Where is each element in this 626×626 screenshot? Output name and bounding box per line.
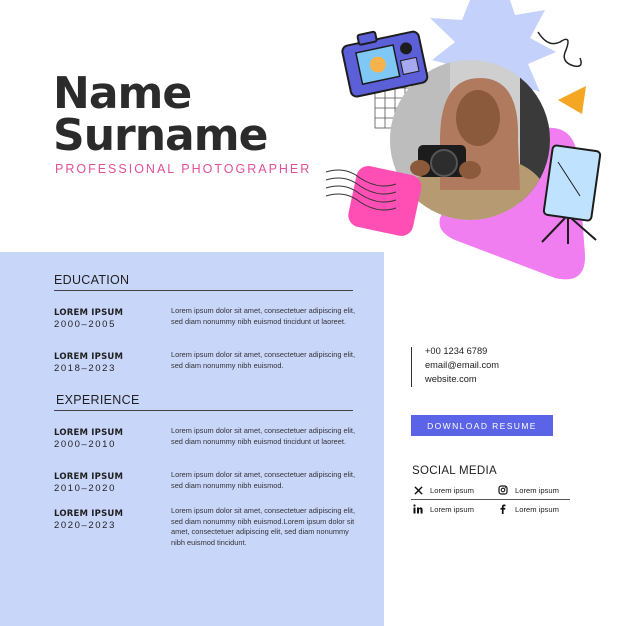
experience-entry-3-desc: Lorem ipsum dolor sit amet, consectetuer adipiscing elit, sed diam nonummy nibh euismod.Lorem ipsum dolor sit amet, consectetuer adipiscing elit, sed diam nonummy nibh euismod tincidunt. <box>171 506 356 547</box>
education-entry-1-desc: Lorem ipsum dolor sit amet, consectetuer adipiscing elit, sed diam nonummy nibh euismod tincidunt ut laoreet. <box>171 306 356 326</box>
linkedin-icon <box>413 504 423 514</box>
experience-divider <box>54 410 353 411</box>
experience-entry-1-desc: Lorem ipsum dolor sit amet, consectetuer adipiscing elit, sed diam nonummy nibh euismod tincidunt ut laoreet. <box>171 426 356 446</box>
experience-entry-2-title: LOREM IPSUM <box>54 472 124 482</box>
social-item-instagram[interactable] <box>498 485 559 495</box>
instagram-icon <box>498 485 508 495</box>
experience-entry-1-title: LOREM IPSUM <box>54 428 124 438</box>
education-heading: EDUCATION <box>54 273 130 287</box>
social-item-x[interactable] <box>413 485 474 495</box>
social-divider <box>411 499 570 500</box>
education-divider <box>54 290 353 291</box>
social-media-heading: SOCIAL MEDIA <box>412 465 497 477</box>
orange-triangle-shape <box>558 86 586 114</box>
x-icon <box>413 485 423 495</box>
social-item-linkedin[interactable] <box>413 504 474 514</box>
download-resume-button[interactable]: DOWNLOAD RESUME <box>411 415 553 436</box>
contact-email[interactable]: email@email.com <box>425 360 500 370</box>
social-item-facebook[interactable] <box>498 504 559 514</box>
experience-entry-2-desc: Lorem ipsum dolor sit amet, consectetuer adipiscing elit, sed diam nonummy nibh euismod. <box>171 470 356 490</box>
facebook-icon <box>498 504 508 514</box>
experience-entry-2-years: 2010–2020 <box>54 483 116 494</box>
contact-divider <box>411 347 412 387</box>
education-entry-1-years: 2000–2005 <box>54 319 116 330</box>
education-entry-2-years: 2018–2023 <box>54 363 116 374</box>
experience-entry-3-years: 2020–2023 <box>54 520 116 531</box>
last-name: Surname <box>53 110 268 161</box>
education-entry-2-title: LOREM IPSUM <box>54 352 124 362</box>
experience-entry-1-years: 2000–2010 <box>54 439 116 450</box>
education-entry-2-desc: Lorem ipsum dolor sit amet, consectetuer adipiscing elit, sed diam nonummy nibh euismod. <box>171 350 356 370</box>
social-item-label: Lorem ipsum <box>515 504 559 514</box>
social-item-label: Lorem ipsum <box>430 485 474 495</box>
education-entry-1-title: LOREM IPSUM <box>54 308 124 318</box>
contact-website[interactable]: website.com <box>425 374 477 384</box>
social-item-label: Lorem ipsum <box>515 485 559 495</box>
experience-entry-3-title: LOREM IPSUM <box>54 509 124 519</box>
name-heading <box>53 68 268 161</box>
social-item-label: Lorem ipsum <box>430 504 474 514</box>
contact-phone[interactable]: +00 1234 6789 <box>425 346 488 356</box>
experience-heading: EXPERIENCE <box>56 393 140 407</box>
first-name: Name <box>53 68 192 119</box>
job-title: PROFESSIONAL PHOTOGRAPHER <box>55 162 312 176</box>
